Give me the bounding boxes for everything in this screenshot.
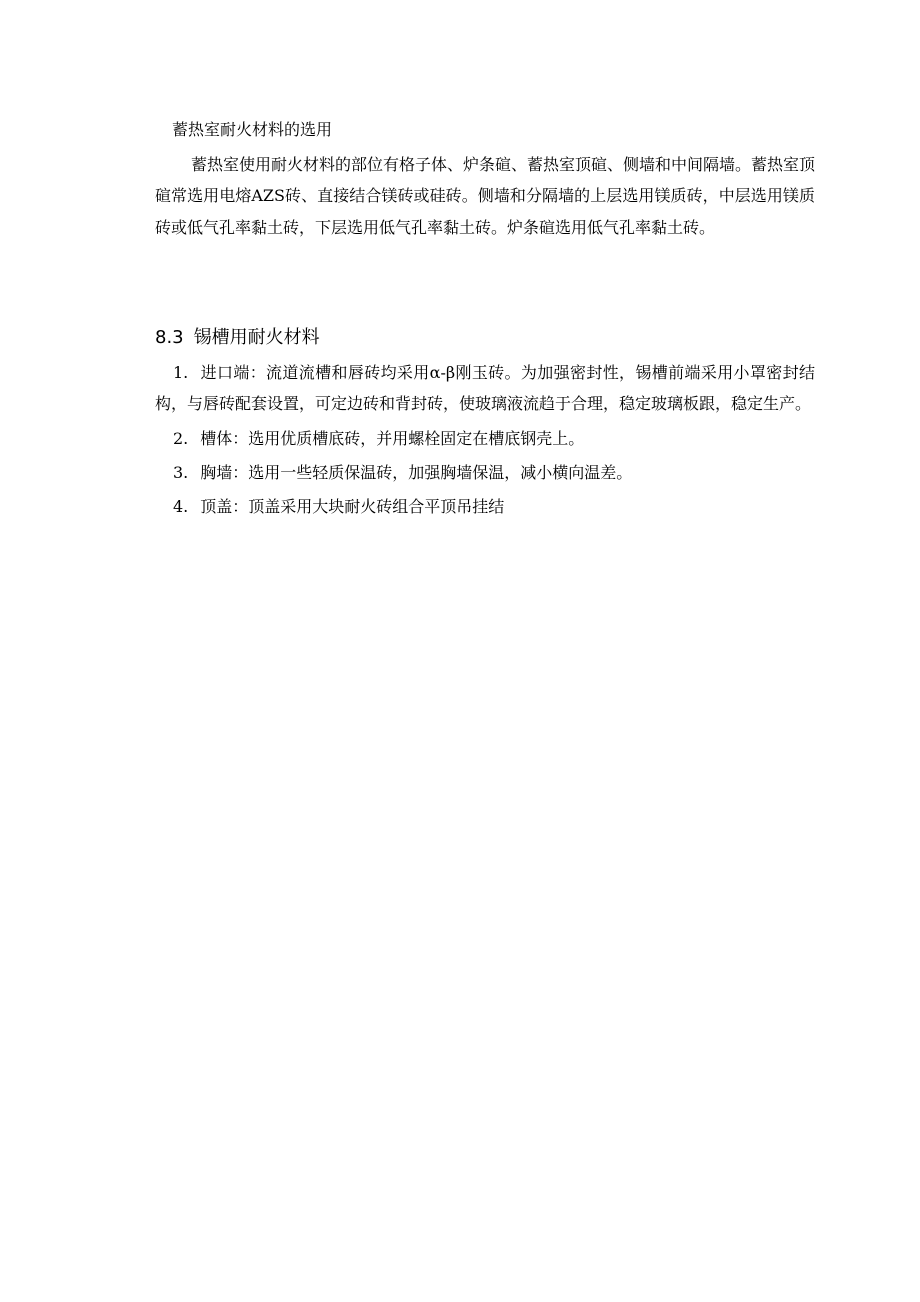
list-item-text: 顶盖：顶盖采用大块耐火砖组合平顶吊挂结 xyxy=(200,497,505,517)
section-heading xyxy=(155,324,320,352)
list-item-number: 2. xyxy=(173,428,189,448)
section-title: 锡槽用耐火材料 xyxy=(193,327,320,348)
list-item-breast-wall xyxy=(155,457,815,488)
subsection-title: 蓄热室耐火材料的选用 xyxy=(172,120,333,139)
list-item-inlet xyxy=(155,357,815,420)
list-item-roof xyxy=(155,491,815,522)
list-item-text: 进口端：流道流槽和唇砖均采用α-β刚玉砖。为加强密封性，锡槽前端采用小罩密封结构，与唇砖配套设置，可定边砖和背封砖，使玻璃液流趋于合理，稳定玻璃板跟，稳定生产。 xyxy=(155,363,815,414)
list-item-number: 1. xyxy=(173,363,189,382)
subsection-paragraph: 蓄热室使用耐火材料的部位有格子体、炉条碹、蓄热室顶碹、侧墙和中间隔墙。蓄热室顶碹常选用电熔AZS砖、直接结合镁砖或硅砖。侧墙和分隔墙的上层选用镁质砖，中层选用镁质砖或低气孔率黏土砖，下层选用低气孔率黏土砖。炉条碹选用低气孔率黏土砖。 xyxy=(155,155,816,237)
list-item-bath-body xyxy=(155,423,815,454)
list-item-text: 胸墙：选用一些轻质保温砖，加强胸墙保温，减小横向温差。 xyxy=(200,462,633,482)
section-item-list xyxy=(155,357,815,525)
list-item-text: 槽体：选用优质槽底砖，并用螺栓固定在槽底钢壳上。 xyxy=(200,428,585,448)
list-item-number: 3. xyxy=(173,462,189,482)
section-number: 8.3 xyxy=(155,327,184,348)
list-item-number: 4. xyxy=(173,497,189,517)
